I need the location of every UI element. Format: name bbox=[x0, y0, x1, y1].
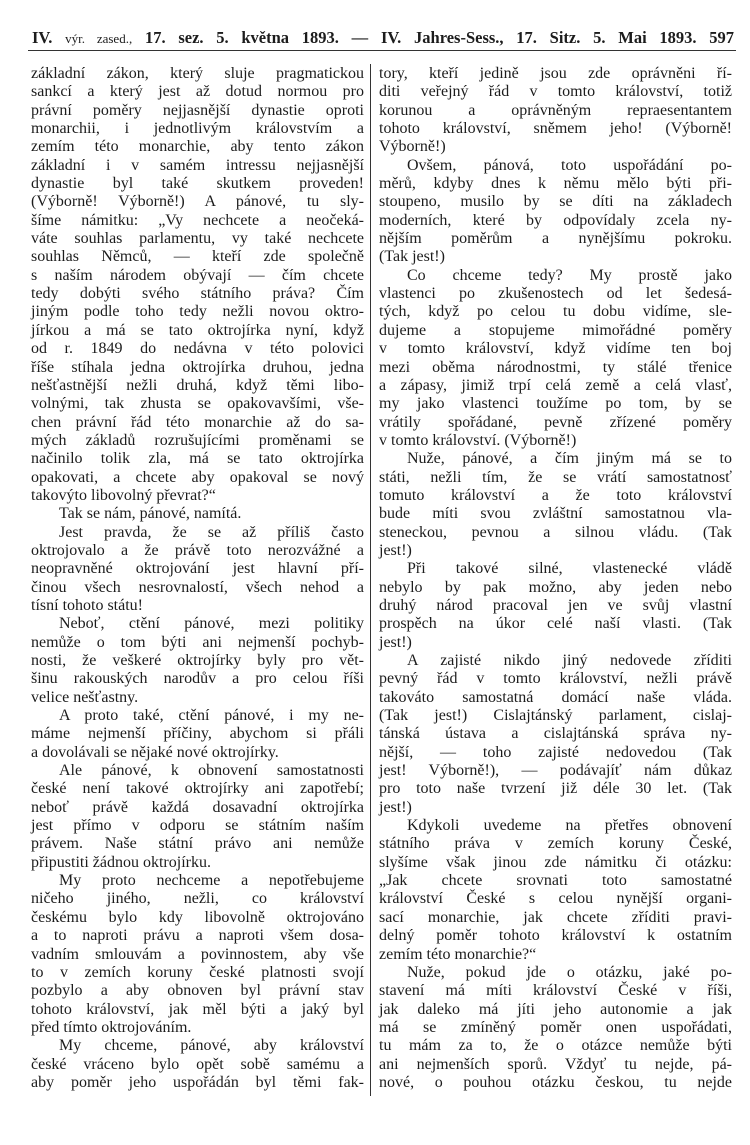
page-number: 597 bbox=[709, 28, 735, 47]
text-line: šinu rakouských narodův a pro celou říši bbox=[31, 670, 364, 688]
text-line: Jest pravda, že se až příliš často bbox=[59, 523, 364, 541]
text-line: tohoto království, sněmem jeho! (Výborně! bbox=[379, 120, 732, 138]
text-line: volnými, tak zhusta se opakovavšími, vše- bbox=[31, 395, 364, 413]
text-line: korunou a oprávněným repraesentantem bbox=[379, 101, 732, 119]
paragraph bbox=[379, 157, 732, 267]
column-divider bbox=[370, 64, 371, 1096]
text-line: říše stíhala jedna oktrojírka druhou, jedna bbox=[31, 358, 364, 376]
running-header bbox=[32, 28, 734, 48]
text-line: my jako vlastenci toužíme po tom, by se bbox=[379, 395, 732, 413]
text-line: Výborně!) bbox=[379, 138, 446, 156]
paragraph bbox=[31, 615, 364, 707]
text-line: neboť právě každá dosavadní oktrojírka bbox=[31, 798, 364, 816]
text-line: Při takové silné, vlastenecké vládě bbox=[407, 560, 732, 578]
right-column bbox=[379, 65, 732, 1092]
text-line: činou všech nesrovnalostí, všech nehod a bbox=[31, 578, 364, 596]
paragraph bbox=[379, 964, 732, 1092]
text-line: diti veřejný řád v tomto království, totiž bbox=[379, 83, 732, 101]
text-line: připustiti žádnou oktrojírku. bbox=[31, 853, 211, 871]
text-line: a zápasy, jimiž trpí celá země a celá vlasť, bbox=[379, 376, 732, 394]
text-line: bude míti svou zvláštní samostatnou vla- bbox=[379, 505, 732, 523]
text-line: nebylo by pak možno, aby jeden nebo bbox=[379, 578, 732, 596]
text-line: základní i v samém intressu nejjasnější bbox=[31, 156, 364, 174]
text-line: pozbylo a aby obnoven byl právní stav bbox=[31, 982, 364, 1000]
text-line: nějším poměrům a nynějšímu pokroku. bbox=[379, 230, 732, 248]
text-line: souhlas Němců, — kteří zde společně bbox=[31, 248, 364, 266]
header-session-czech: výr. zased., bbox=[65, 31, 133, 46]
text-line: tohoto království, jak měl býti a jaký byl bbox=[31, 1000, 364, 1018]
text-line: jak daleko má jíti jeho autonomie a jak bbox=[379, 1000, 732, 1018]
text-line: načinilo tolik zla, má se tato oktrojírka bbox=[31, 450, 364, 468]
text-line: Nuže, pokud jde o otázku, jaké po- bbox=[407, 963, 732, 981]
text-line: chen právní řád této monarchie až do sa- bbox=[31, 413, 364, 431]
text-line: Ovšem, pánová, toto uspořádání po- bbox=[407, 156, 732, 174]
left-column bbox=[31, 65, 364, 1092]
text-line: aby poměr jeho uspořádán byl těmi fak- bbox=[31, 1073, 364, 1091]
text-line: jest!) bbox=[379, 633, 412, 651]
text-line: od r. 1849 do nedávna v této polovici bbox=[31, 340, 364, 358]
text-line: moderních, které by odpovídaly zcela ny- bbox=[379, 211, 732, 229]
text-line: zemím této monarchie?“ bbox=[379, 945, 537, 963]
text-line: takováto samostatná domácí naše vláda. bbox=[379, 688, 732, 706]
text-line: stoupeno, musilo by se díti na základech bbox=[379, 193, 732, 211]
text-line: tomuto království a že toto království bbox=[379, 486, 732, 504]
text-line: takovýto libovolný převrat?“ bbox=[31, 486, 216, 504]
text-line: tísní tohoto státu! bbox=[31, 596, 143, 614]
text-line: jest! Výborně!), — podávajíť nám důkaz bbox=[379, 762, 732, 780]
text-line: jest přímo v odporu se státním naším bbox=[31, 817, 364, 835]
paragraph bbox=[379, 450, 732, 560]
text-line: zemím této monarchie, aby tento zákon bbox=[31, 138, 364, 156]
text-line: máme nejmenší příčiny, abychom si přáli bbox=[31, 725, 364, 743]
text-line: nové, o pouhou otázku českou, tu nejde bbox=[379, 1073, 732, 1091]
text-line: A zajisté nikdo jiný nedovede zříditi bbox=[407, 652, 732, 669]
text-line: šíme námitku: „Vy nechcete a neočeká- bbox=[31, 211, 364, 229]
paragraph bbox=[31, 1037, 364, 1092]
text-line: slyšíme však jinou zde námitku či otázku: bbox=[379, 853, 732, 871]
text-line: pevný řád v tomto království, nežli právě bbox=[379, 670, 732, 688]
text-line: má se zmíněný poměr onen uspořádati, bbox=[379, 1018, 732, 1036]
text-line: váte souhlas parlamentu, vy také nechcete bbox=[31, 230, 364, 248]
text-line: a dovolávali se nějaké nové oktrojírky. bbox=[31, 743, 279, 761]
text-line: nešťastnější nežli druhá, když těmi libo- bbox=[31, 376, 364, 394]
text-line: státního práva v zemích koruny České, bbox=[379, 835, 732, 853]
text-line: dynastie byl také skutkem proveden! bbox=[31, 175, 364, 193]
text-line: mých základů rozrušujícími proměnami se bbox=[31, 431, 364, 449]
text-line: nosti, že veškeré oktrojírky byly pro vět- bbox=[31, 652, 364, 669]
text-line: Neboť, ctění pánové, mezi politiky bbox=[59, 615, 364, 633]
text-line: české vráceno bylo opět sobě samému a bbox=[31, 1055, 364, 1073]
text-line: mezi oběma národnostmi, ty stálé třenice bbox=[379, 358, 732, 376]
text-line: delný poměr tohoto království k ostatním bbox=[379, 927, 732, 945]
text-line: jest!) bbox=[379, 798, 412, 816]
text-line: sací monarchie, jak chcete zříditi pravi- bbox=[379, 908, 732, 926]
paragraph bbox=[379, 65, 732, 157]
text-line: tých, když po celou tu dobu vidíme, sle- bbox=[379, 303, 732, 321]
text-line: dujeme a stopujeme mimořádné poměry bbox=[379, 321, 732, 339]
text-line: tory, kteří jedině jsou zde oprávněni ří- bbox=[379, 65, 732, 82]
text-line: vadním smlouvám a povinnostem, aby vše bbox=[31, 945, 364, 963]
text-line: „Jak chcete srovnati toto samostatné bbox=[379, 872, 732, 890]
header-volume: IV. bbox=[32, 28, 53, 47]
text-line: v tomto království. (Výborně!) bbox=[379, 431, 577, 449]
text-line: tu mám za to, že o otázce nemůže býti bbox=[379, 1037, 732, 1055]
text-line: steneckou, pevnou a silnou vládu. (Tak bbox=[379, 523, 732, 541]
text-line: ani nejmenších sporů. Vždyť tu nejde, pá- bbox=[379, 1055, 732, 1073]
text-line: monarchii, i jednotlivým královstvím a bbox=[31, 120, 364, 138]
text-line: A proto také, ctění pánové, i my ne- bbox=[59, 707, 364, 725]
header-rule bbox=[28, 50, 736, 51]
text-line: (Tak jest!) bbox=[379, 248, 445, 266]
text-line: státi, nežli tím, že se vrátí samostatnosť bbox=[379, 468, 732, 486]
text-line: jest!) bbox=[379, 541, 412, 559]
header-date-czech: 17. sez. 5. května 1893. — bbox=[144, 28, 369, 47]
text-line: českému bylo kdy libovolně oktrojováno bbox=[31, 908, 364, 926]
text-line: Co chceme tedy? My prostě jako bbox=[407, 266, 732, 284]
text-line: a to naproti právu a naproti všem dosa- bbox=[31, 927, 364, 945]
paragraph bbox=[379, 267, 732, 450]
header-date-german: IV. Jahres-Sess., 17. Sitz. 5. Mai 1893. bbox=[380, 28, 697, 47]
paragraph bbox=[31, 707, 364, 762]
text-line: stavení má míti království České v říši, bbox=[379, 982, 732, 1000]
text-line: My proto nechceme a nepotřebujeme bbox=[59, 872, 364, 890]
text-line: tedy dobýti svého státního práva? Čím bbox=[31, 285, 364, 303]
text-line: v tomto království, když vidíme ten boj bbox=[379, 340, 732, 358]
text-line: nější, — toho zajisté nedovedou (Tak bbox=[379, 743, 732, 761]
text-line: království České s celou nynější organi- bbox=[379, 890, 732, 908]
text-line: (Tak jest!) Cislajtánský parlament, cislaj- bbox=[379, 707, 732, 725]
text-line: právem. Naše státní právo ani nemůže bbox=[31, 835, 364, 853]
text-line: oktrojovalo a že právě toto nerozvážné a bbox=[31, 541, 364, 559]
text-line: před tímto oktrojováním. bbox=[31, 1018, 192, 1036]
paragraph bbox=[379, 560, 732, 652]
text-line: základní zákon, který sluje pragmatickou bbox=[31, 65, 364, 82]
text-line: jírkou a má se tato oktrojírka nyní, když bbox=[31, 321, 364, 339]
text-line: Tak se nám, pánové, namítá. bbox=[59, 505, 242, 523]
text-line: neopravněné oktrojování jest hlavní pří- bbox=[31, 560, 364, 578]
text-line: prospěch na úkor celé naší vlasti. (Tak bbox=[379, 615, 732, 633]
text-line: ničeho jiného, nežli, co království bbox=[31, 890, 364, 908]
text-line: Ale pánové, k obnovení samostatnosti bbox=[59, 762, 364, 780]
paragraph bbox=[31, 505, 364, 523]
text-line: tánská ústava a cislajtánská správa ny- bbox=[379, 725, 732, 743]
paragraph bbox=[31, 524, 364, 616]
text-line: nemůže o tom býti ani nejmenší pochyb- bbox=[31, 633, 364, 651]
paragraph bbox=[379, 652, 732, 817]
text-line: právní poměry nejjasnější dynastie oproti bbox=[31, 101, 364, 119]
text-line: sankcí a který jest až dotud normou pro bbox=[31, 83, 364, 101]
text-line: velice nešťastny. bbox=[31, 688, 139, 706]
text-line: jiným podle toho tedy nežli novou oktro- bbox=[31, 303, 364, 321]
paragraph bbox=[31, 762, 364, 872]
text-line: české není takové oktrojírky ani zapotřebí; bbox=[31, 780, 364, 798]
text-line: měrů, kdyby dnes k němu mělo býti při- bbox=[379, 175, 732, 193]
text-line: opakovati, a chcete aby opakoval se nový bbox=[31, 468, 364, 486]
paragraph bbox=[31, 65, 364, 505]
paragraph bbox=[379, 817, 732, 964]
text-line: Kdykoli uvedeme na přetřes obnovení bbox=[407, 817, 732, 835]
text-line: (Výborně! Výborně!) A pánové, tu sly- bbox=[31, 193, 364, 211]
text-line: Nuže, pánové, a čím jiným má se to bbox=[407, 450, 732, 468]
text-line: My chceme, pánové, aby království bbox=[59, 1037, 364, 1055]
text-line: vlastenci po zkušenostech od let šedesá- bbox=[379, 285, 732, 303]
text-line: druhý národ pracoval jen ve svůj vlastní bbox=[379, 596, 732, 614]
text-line: to v zemích koruny české platnosti svojí bbox=[31, 963, 364, 981]
text-line: s naším národem obývají — čím chcete bbox=[31, 266, 364, 284]
text-line: vrátily spořádané, pevně zřízené poměry bbox=[379, 413, 732, 431]
paragraph bbox=[31, 872, 364, 1037]
text-line: pro toto naše tvrzení již déle 30 let. (Tak bbox=[379, 780, 732, 798]
